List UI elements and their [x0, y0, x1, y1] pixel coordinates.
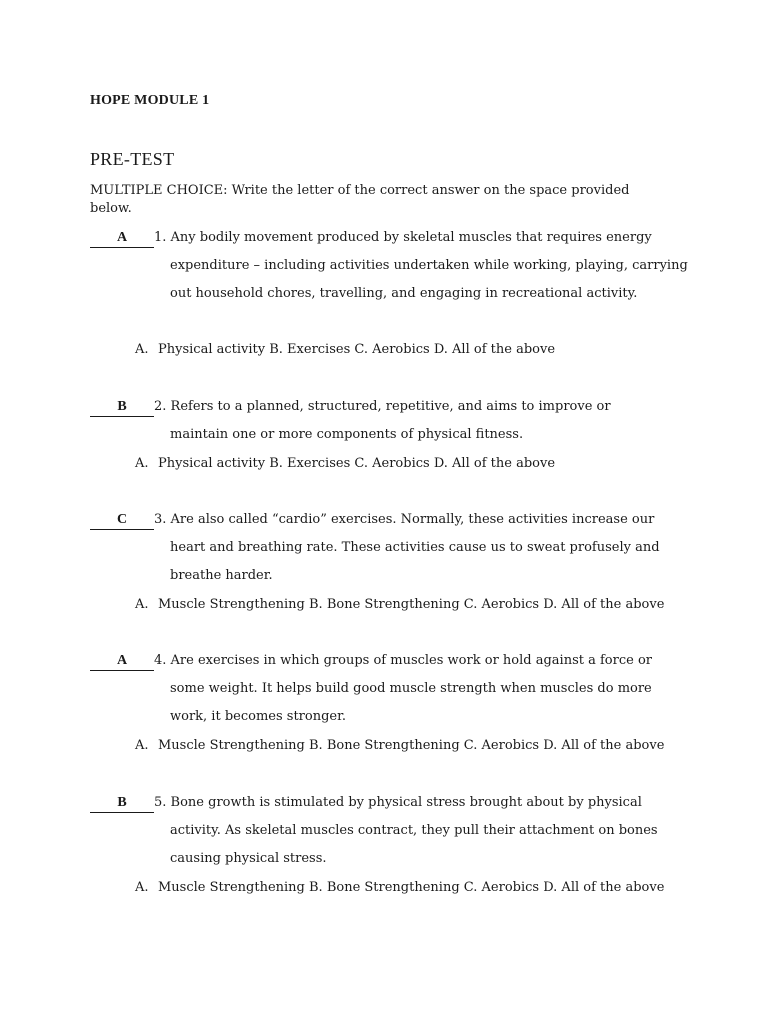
question-first-line	[90, 647, 652, 675]
choice-options: Physical activity B. Exercises C. Aerobics D. All of the above	[158, 342, 556, 357]
question-first-line	[90, 224, 652, 252]
question-continuation: maintain one or more components of physical fitness.	[170, 427, 524, 442]
choice-marker: A.	[135, 342, 149, 357]
question-continuation: heart and breathing rate. These activities cause us to sweat profusely and breathe harder.	[170, 540, 660, 584]
choice-marker: A.	[135, 880, 149, 895]
question-number: 4.	[154, 653, 167, 668]
question-number: 2.	[154, 399, 167, 414]
question-text: Any bodily movement produced by skeletal muscles that requires energy	[170, 230, 652, 245]
module-title: HOPE MODULE 1	[90, 93, 210, 108]
choice-options: Muscle Strengthening B. Bone Strengthening C. Aerobics D. All of the above	[158, 880, 665, 895]
question-text: Refers to a planned, structured, repetitive, and aims to improve or	[170, 399, 611, 414]
answer-blank: B	[90, 794, 154, 813]
answer-choices	[135, 732, 664, 760]
question-number: 1.	[154, 230, 167, 245]
question-text: Are also called “cardio” exercises. Normally, these activities increase our	[170, 512, 655, 527]
answer-blank: C	[90, 511, 154, 530]
question-text: Bone growth is stimulated by physical stress brought about by physical	[170, 795, 642, 810]
choice-options: Muscle Strengthening B. Bone Strengthening C. Aerobics D. All of the above	[158, 597, 665, 612]
question-continuation: expenditure – including activities undertaken while working, playing, carrying out household chores, travelling, and engaging in recreational activity.	[170, 258, 688, 302]
question-first-line	[90, 393, 611, 421]
answer-choices	[135, 450, 555, 478]
answer-choices	[135, 874, 664, 902]
question-continuation: activity. As skeletal muscles contract, they pull their attachment on bones causing physical stress.	[170, 823, 658, 867]
question-continuation: some weight. It helps build good muscle strength when muscles do more work, it becomes stronger.	[170, 681, 652, 725]
instructions: MULTIPLE CHOICE: Write the letter of the correct answer on the space provided below.	[90, 183, 630, 216]
answer-blank: B	[90, 398, 154, 417]
choice-marker: A.	[135, 456, 149, 471]
question-first-line	[90, 506, 654, 534]
question-first-line	[90, 789, 642, 817]
answer-choices	[135, 336, 555, 364]
question-number: 5.	[154, 795, 167, 810]
choice-options: Physical activity B. Exercises C. Aerobics D. All of the above	[158, 456, 556, 471]
choice-marker: A.	[135, 738, 149, 753]
choice-options: Muscle Strengthening B. Bone Strengthening C. Aerobics D. All of the above	[158, 738, 665, 753]
section-title: PRE-TEST	[90, 149, 175, 169]
answer-blank: A	[90, 229, 154, 248]
answer-choices	[135, 591, 664, 619]
answer-blank: A	[90, 652, 154, 671]
question-text: Are exercises in which groups of muscles work or hold against a force or	[170, 653, 652, 668]
question-number: 3.	[154, 512, 167, 527]
choice-marker: A.	[135, 597, 149, 612]
